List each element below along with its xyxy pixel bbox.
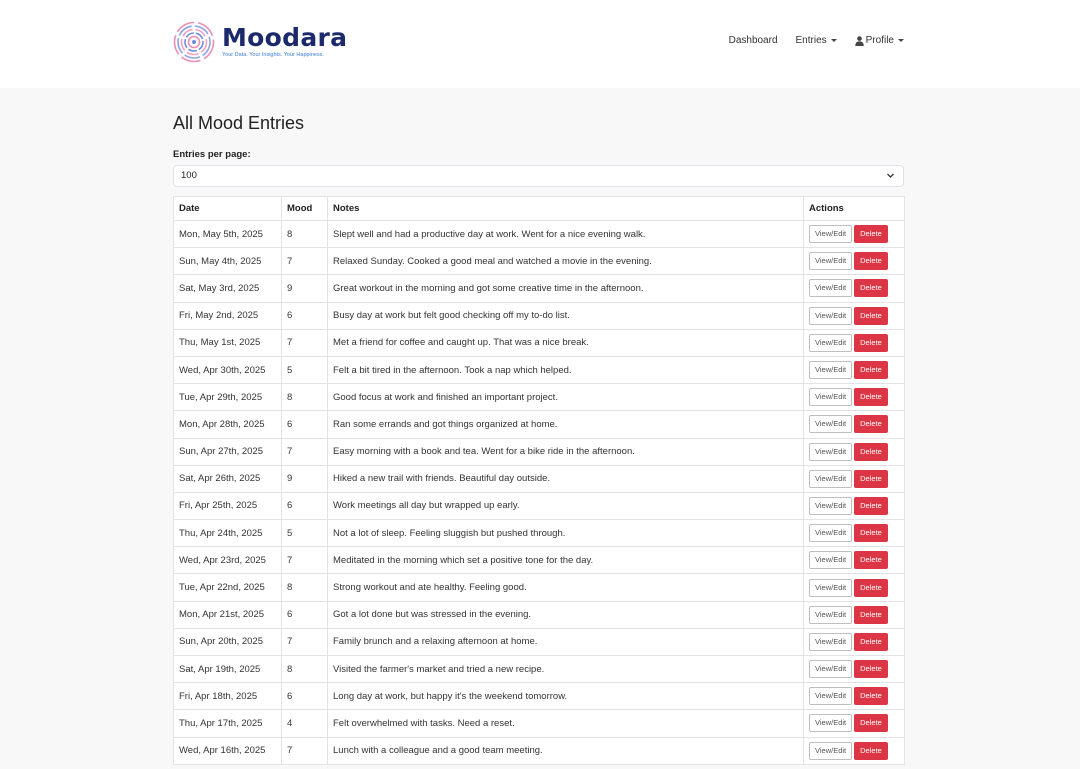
delete-button[interactable]: Delete [854, 415, 888, 433]
entry-actions [804, 656, 905, 683]
header-date: Date [174, 197, 282, 221]
entry-date: Mon, May 5th, 2025 [174, 221, 282, 248]
view-edit-button[interactable]: View/Edit [809, 633, 852, 651]
entry-date: Mon, Apr 21st, 2025 [174, 601, 282, 628]
person-icon [855, 36, 864, 46]
delete-button[interactable]: Delete [854, 388, 888, 406]
entry-mood: 7 [282, 329, 328, 356]
entry-notes: Felt overwhelmed with tasks. Need a reset. [328, 710, 804, 737]
nav-entries-label: Entries [795, 35, 827, 46]
entry-actions [804, 547, 905, 574]
entry-date: Tue, Apr 29th, 2025 [174, 384, 282, 411]
table-row [174, 384, 905, 411]
entry-actions [804, 302, 905, 329]
table-row [174, 601, 905, 628]
table-row [174, 656, 905, 683]
entry-mood: 8 [282, 656, 328, 683]
view-edit-button[interactable]: View/Edit [809, 361, 852, 379]
view-edit-button[interactable]: View/Edit [809, 279, 852, 297]
view-edit-button[interactable]: View/Edit [809, 579, 852, 597]
entry-notes: Slept well and had a productive day at work. Went for a nice evening walk. [328, 221, 804, 248]
delete-button[interactable]: Delete [854, 606, 888, 624]
delete-button[interactable]: Delete [854, 361, 888, 379]
entry-actions [804, 356, 905, 383]
entry-notes: Meditated in the morning which set a positive tone for the day. [328, 547, 804, 574]
view-edit-button[interactable]: View/Edit [809, 470, 852, 488]
table-header-row [174, 197, 905, 221]
entry-notes: Visited the farmer's market and tried a new recipe. [328, 656, 804, 683]
mood-entries-table [173, 196, 905, 765]
view-edit-button[interactable]: View/Edit [809, 606, 852, 624]
logo-rings-icon [173, 21, 215, 63]
entry-mood: 6 [282, 411, 328, 438]
entry-mood: 5 [282, 356, 328, 383]
entry-mood: 8 [282, 221, 328, 248]
entry-notes: Felt a bit tired in the afternoon. Took a nap which helped. [328, 356, 804, 383]
delete-button[interactable]: Delete [854, 225, 888, 243]
entry-date: Fri, Apr 18th, 2025 [174, 683, 282, 710]
nav-profile-dropdown[interactable] [855, 35, 904, 46]
table-row [174, 492, 905, 519]
delete-button[interactable]: Delete [854, 497, 888, 515]
delete-button[interactable]: Delete [854, 660, 888, 678]
delete-button[interactable]: Delete [854, 334, 888, 352]
entries-per-page-value: 100 [181, 170, 197, 181]
entry-mood: 6 [282, 601, 328, 628]
page-title: All Mood Entries [173, 113, 305, 133]
delete-button[interactable]: Delete [854, 279, 888, 297]
nav-dashboard-link[interactable] [729, 35, 778, 46]
entry-mood: 8 [282, 384, 328, 411]
entry-actions [804, 275, 905, 302]
entry-mood: 7 [282, 628, 328, 655]
header-actions: Actions [804, 197, 905, 221]
entry-date: Mon, Apr 28th, 2025 [174, 411, 282, 438]
entry-actions [804, 329, 905, 356]
entry-actions [804, 248, 905, 275]
view-edit-button[interactable]: View/Edit [809, 388, 852, 406]
entry-date: Sun, May 4th, 2025 [174, 248, 282, 275]
entry-actions [804, 737, 905, 764]
entry-mood: 8 [282, 574, 328, 601]
entry-date: Tue, Apr 22nd, 2025 [174, 574, 282, 601]
entry-date: Sun, Apr 20th, 2025 [174, 628, 282, 655]
table-row [174, 221, 905, 248]
entry-notes: Work meetings all day but wrapped up early. [328, 492, 804, 519]
entry-actions [804, 411, 905, 438]
entry-notes: Got a lot done but was stressed in the evening. [328, 601, 804, 628]
entry-mood: 9 [282, 465, 328, 492]
table-row [174, 411, 905, 438]
nav-profile-label: Profile [865, 35, 894, 46]
brand-name: Moodara [222, 23, 348, 52]
table-row [174, 628, 905, 655]
table-row [174, 520, 905, 547]
table-row [174, 737, 905, 764]
entry-date: Wed, Apr 23rd, 2025 [174, 547, 282, 574]
view-edit-button[interactable]: View/Edit [809, 742, 852, 760]
entries-per-page-label: Entries per page: [173, 149, 251, 160]
header-mood: Mood [282, 197, 328, 221]
top-navbar [0, 0, 1080, 88]
nav-links [711, 35, 904, 46]
view-edit-button[interactable]: View/Edit [809, 497, 852, 515]
nav-entries-dropdown[interactable] [796, 35, 837, 46]
entry-notes: Ran some errands and got things organized at home. [328, 411, 804, 438]
entry-notes: Met a friend for coffee and caught up. That was a nice break. [328, 329, 804, 356]
entry-date: Thu, Apr 17th, 2025 [174, 710, 282, 737]
table-row [174, 710, 905, 737]
entry-notes: Lunch with a colleague and a good team meeting. [328, 737, 804, 764]
table-row [174, 275, 905, 302]
delete-button[interactable]: Delete [854, 252, 888, 270]
entry-date: Sat, May 3rd, 2025 [174, 275, 282, 302]
entry-actions [804, 628, 905, 655]
entry-date: Sat, Apr 19th, 2025 [174, 656, 282, 683]
table-row [174, 248, 905, 275]
entry-notes: Long day at work, but happy it's the weekend tomorrow. [328, 683, 804, 710]
entry-mood: 7 [282, 438, 328, 465]
brand-logo-link[interactable] [173, 20, 347, 64]
entry-notes: Relaxed Sunday. Cooked a good meal and watched a movie in the evening. [328, 248, 804, 275]
entry-date: Sun, Apr 27th, 2025 [174, 438, 282, 465]
entry-date: Wed, Apr 16th, 2025 [174, 737, 282, 764]
entry-actions [804, 384, 905, 411]
view-edit-button[interactable]: View/Edit [809, 524, 852, 542]
entry-mood: 5 [282, 520, 328, 547]
entry-notes: Busy day at work but felt good checking off my to-do list. [328, 302, 804, 329]
delete-button[interactable]: Delete [854, 687, 888, 705]
entry-date: Fri, May 2nd, 2025 [174, 302, 282, 329]
entry-date: Fri, Apr 25th, 2025 [174, 492, 282, 519]
entry-date: Thu, May 1st, 2025 [174, 329, 282, 356]
entry-actions [804, 465, 905, 492]
entry-actions [804, 438, 905, 465]
delete-button[interactable]: Delete [854, 470, 888, 488]
table-row [174, 329, 905, 356]
table-row [174, 465, 905, 492]
entries-per-page-select[interactable] [173, 165, 904, 187]
table-row [174, 547, 905, 574]
table-row [174, 302, 905, 329]
view-edit-button[interactable]: View/Edit [809, 334, 852, 352]
entry-actions [804, 492, 905, 519]
entry-actions [804, 221, 905, 248]
entry-date: Wed, Apr 30th, 2025 [174, 356, 282, 383]
caret-down-icon [898, 39, 904, 42]
entry-mood: 6 [282, 683, 328, 710]
entry-notes: Family brunch and a relaxing afternoon at home. [328, 628, 804, 655]
view-edit-button[interactable]: View/Edit [809, 687, 852, 705]
entry-actions [804, 601, 905, 628]
table-row [174, 356, 905, 383]
entry-mood: 4 [282, 710, 328, 737]
delete-button[interactable]: Delete [854, 633, 888, 651]
view-edit-button[interactable]: View/Edit [809, 714, 852, 732]
delete-button[interactable]: Delete [854, 579, 888, 597]
entry-notes: Hiked a new trail with friends. Beautiful day outside. [328, 465, 804, 492]
delete-button[interactable]: Delete [854, 443, 888, 461]
table-row [174, 574, 905, 601]
entry-actions [804, 574, 905, 601]
view-edit-button[interactable]: View/Edit [809, 225, 852, 243]
entry-notes: Good focus at work and finished an important project. [328, 384, 804, 411]
entry-actions [804, 683, 905, 710]
delete-button[interactable]: Delete [854, 551, 888, 569]
table-row [174, 438, 905, 465]
delete-button[interactable]: Delete [854, 307, 888, 325]
delete-button[interactable]: Delete [854, 524, 888, 542]
entry-mood: 7 [282, 547, 328, 574]
view-edit-button[interactable]: View/Edit [809, 415, 852, 433]
entry-notes: Easy morning with a book and tea. Went for a bike ride in the afternoon. [328, 438, 804, 465]
view-edit-button[interactable]: View/Edit [809, 307, 852, 325]
entry-notes: Not a lot of sleep. Feeling sluggish but pushed through. [328, 520, 804, 547]
entry-actions [804, 520, 905, 547]
table-row [174, 683, 905, 710]
entry-mood: 7 [282, 737, 328, 764]
delete-button[interactable]: Delete [854, 714, 888, 732]
entry-mood: 9 [282, 275, 328, 302]
entry-actions [804, 710, 905, 737]
caret-down-icon [831, 39, 837, 42]
entry-mood: 7 [282, 248, 328, 275]
entry-mood: 6 [282, 302, 328, 329]
delete-button[interactable]: Delete [854, 742, 888, 760]
entry-notes: Great workout in the morning and got some creative time in the afternoon. [328, 275, 804, 302]
brand-tagline: Your Data. Your Insights. Your Happiness. [222, 52, 324, 58]
entry-date: Thu, Apr 24th, 2025 [174, 520, 282, 547]
entry-mood: 6 [282, 492, 328, 519]
entry-date: Sat, Apr 26th, 2025 [174, 465, 282, 492]
chevron-down-icon [886, 171, 895, 180]
view-edit-button[interactable]: View/Edit [809, 551, 852, 569]
entry-notes: Strong workout and ate healthy. Feeling good. [328, 574, 804, 601]
nav-dashboard-label: Dashboard [728, 35, 778, 46]
view-edit-button[interactable]: View/Edit [809, 660, 852, 678]
header-notes: Notes [328, 197, 804, 221]
view-edit-button[interactable]: View/Edit [809, 443, 852, 461]
view-edit-button[interactable]: View/Edit [809, 252, 852, 270]
